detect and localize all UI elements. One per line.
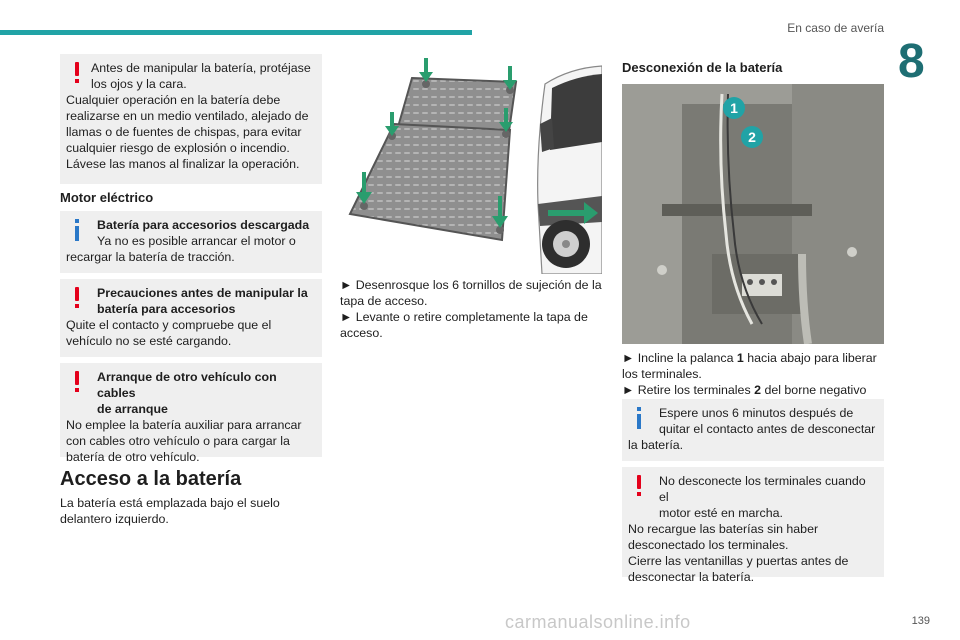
step-line: tapa de acceso. bbox=[340, 294, 428, 308]
step-line: los terminales. bbox=[622, 367, 702, 381]
callout-2-label: 2 bbox=[748, 129, 756, 145]
page-number: 139 bbox=[911, 615, 930, 627]
warning-body-line: llamas o de fuentes de chispas, para evitar bbox=[66, 125, 302, 139]
watermark: carmanualsonline.info bbox=[505, 612, 691, 632]
warning-body-line: cualquier riesgo de explosión o incendio. bbox=[66, 141, 290, 155]
warning-box-disconnect bbox=[622, 467, 884, 584]
info-box-wait bbox=[622, 399, 884, 461]
section-title: Acceso a la batería bbox=[60, 468, 242, 490]
info-line: Ya no es posible arrancar el motor o bbox=[97, 234, 296, 248]
step-line: ► Desenrosque los 6 tornillos de sujeción de la bbox=[340, 278, 602, 292]
body-line: La batería está emplazada bajo el suelo bbox=[60, 496, 280, 510]
warning-line: No desconecte los terminales cuando el bbox=[659, 474, 866, 504]
access-cover-lower bbox=[350, 124, 510, 240]
step-line: ► Levante o retire completamente la tapa de bbox=[340, 310, 588, 324]
warning-body-line: Quite el contacto y compruebe que el bbox=[66, 318, 272, 332]
warning-title: de arranque bbox=[97, 402, 168, 416]
van-icon bbox=[538, 66, 602, 274]
warning-title: Precauciones antes de manipular la bbox=[97, 286, 308, 300]
info-body-line: la batería. bbox=[628, 438, 684, 452]
warning-body-line: realizarse en un medio ventilado, alejado de bbox=[66, 109, 309, 123]
warning-body-line: Cierre las ventanillas y puertas antes de bbox=[628, 554, 849, 568]
step-text: hacia abajo para liberar bbox=[743, 351, 877, 365]
warning-body-line: No recargue las baterías sin haber bbox=[628, 522, 819, 536]
warning-title: Arranque de otro vehículo con cables bbox=[97, 370, 277, 400]
info-line: Espere unos 6 minutos después de bbox=[659, 406, 854, 420]
warning-body-line: Lávese las manos al finalizar la operación. bbox=[66, 157, 300, 171]
info-title: Batería para accesorios descargada bbox=[97, 218, 310, 232]
warning-body-line: vehículo no se esté cargando. bbox=[66, 334, 232, 348]
warning-icon bbox=[634, 475, 644, 497]
warning-line: los ojos y la cara. bbox=[91, 77, 187, 91]
warning-body-line: desconectado los terminales. bbox=[628, 538, 789, 552]
warning-body-line: No emplee la batería auxiliar para arrancar bbox=[66, 418, 302, 432]
section-body bbox=[60, 495, 280, 527]
warning-box-jump-start bbox=[60, 363, 322, 464]
step-text: del borne negativo bbox=[764, 383, 867, 397]
warning-icon bbox=[72, 62, 82, 84]
warning-icon bbox=[72, 287, 82, 309]
heading-motor-electrico: Motor eléctrico bbox=[60, 190, 154, 205]
warning-icon bbox=[72, 371, 82, 393]
info-icon bbox=[72, 219, 82, 241]
warning-body-line: batería de otro vehículo. bbox=[66, 450, 200, 464]
warning-box-precautions bbox=[60, 279, 322, 357]
warning-body-line: Cualquier operación en la batería debe bbox=[66, 93, 281, 107]
page-header-title: En caso de avería bbox=[787, 21, 884, 35]
warning-title: batería para accesorios bbox=[97, 302, 236, 316]
battery-photo bbox=[622, 84, 884, 344]
info-line: quitar el contacto antes de desconectar bbox=[659, 422, 876, 436]
step-text: ► Retire los terminales bbox=[622, 383, 755, 397]
body-line: delantero izquierdo. bbox=[60, 512, 169, 526]
middle-steps bbox=[340, 277, 602, 341]
header-accent-bar bbox=[0, 30, 472, 35]
step-ref: 1 bbox=[736, 351, 744, 365]
access-cover-illustration bbox=[340, 54, 602, 274]
step-line bbox=[622, 350, 884, 366]
step-line: acceso. bbox=[340, 326, 383, 340]
warning-line: motor esté en marcha. bbox=[659, 506, 783, 520]
warning-body-line: con cables otro vehículo o para cargar la bbox=[66, 434, 290, 448]
info-box-discharged bbox=[60, 211, 322, 273]
step-text: ► Incline la palanca bbox=[622, 351, 737, 365]
step-ref: 2 bbox=[754, 383, 761, 397]
heading-desconexion: Desconexión de la batería bbox=[622, 60, 783, 75]
info-body-line: recargar la batería de tracción. bbox=[66, 250, 235, 264]
callout-1-label: 1 bbox=[730, 100, 738, 116]
warning-box-protection bbox=[60, 54, 322, 184]
info-icon bbox=[634, 407, 644, 429]
chapter-number: 8 bbox=[898, 35, 925, 88]
warning-body-line: desconectar la batería. bbox=[628, 570, 755, 584]
warning-line: Antes de manipular la batería, protéjase bbox=[91, 61, 311, 75]
